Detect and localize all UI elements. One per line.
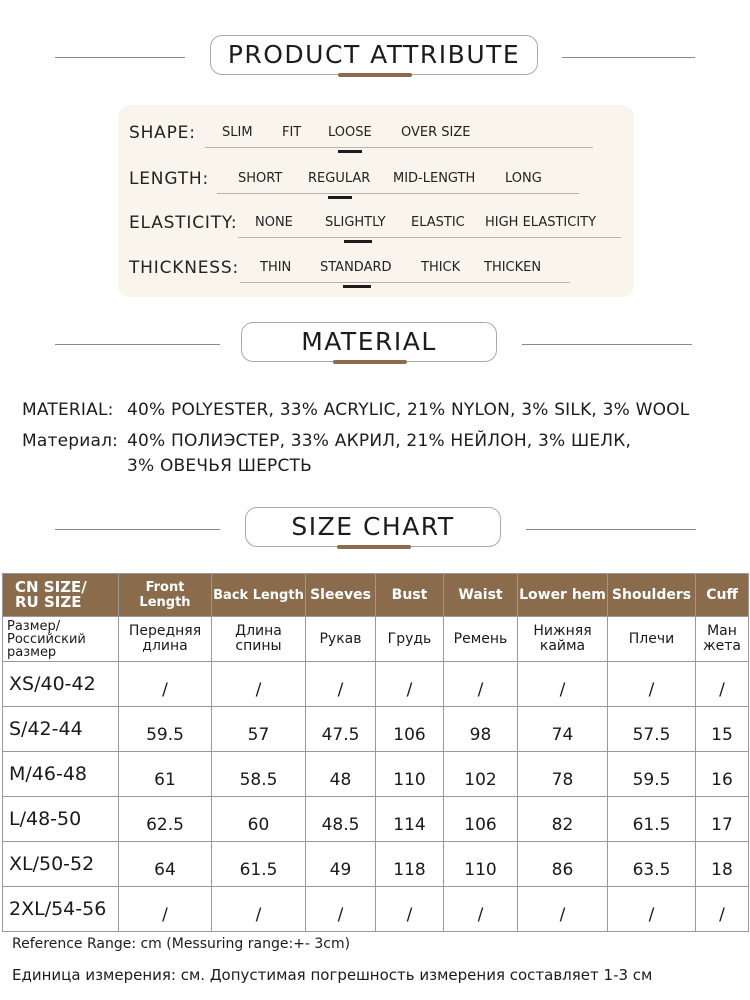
measurement-cell: / [518, 887, 608, 932]
measurement-cell: 98 [444, 707, 518, 752]
measurement-cell: 86 [518, 842, 608, 887]
column-subheader: Нижняя кайма [518, 617, 608, 662]
attribute-option-selected: REGULAR [308, 171, 371, 186]
measurement-note-ru: Единица измерения: см. Допустимая погрешность измерения составляет 1-3 см [12, 966, 653, 984]
table-row [3, 707, 749, 752]
table-row [3, 752, 749, 797]
attribute-option: THICK [421, 260, 461, 275]
section-title-pill [210, 35, 538, 75]
measurement-cell: 118 [376, 842, 444, 887]
material-header [0, 320, 750, 370]
measurement-cell: / [518, 662, 608, 707]
column-subheader: Грудь [376, 617, 444, 662]
measurement-cell: 18 [696, 842, 749, 887]
column-header: Waist [444, 574, 518, 617]
column-subheader: Рукав [306, 617, 376, 662]
measurement-cell: 49 [306, 842, 376, 887]
attribute-option: SHORT [238, 171, 283, 186]
divider-line [562, 57, 695, 58]
attribute-option: MID-LENGTH [393, 171, 476, 186]
material-en-value: 40% POLYESTER, 33% ACRYLIC, 21% NYLON, 3% SILK, 3% WOOL [127, 400, 690, 420]
column-subheader: Ремень [444, 617, 518, 662]
attribute-option: SLIM [222, 125, 253, 140]
attribute-option: THICKEN [484, 260, 542, 275]
measurement-cell: 59.5 [119, 707, 212, 752]
attribute-option: THIN [260, 260, 292, 275]
measurement-cell: / [119, 887, 212, 932]
measurement-cell: / [376, 887, 444, 932]
measurement-cell: / [444, 662, 518, 707]
size-chart-header [0, 505, 750, 555]
measurement-cell: 78 [518, 752, 608, 797]
size-cell: M/46-48 [3, 752, 119, 797]
measurement-cell: 82 [518, 797, 608, 842]
measurement-cell: 15 [696, 707, 749, 752]
section-title-pill [241, 322, 497, 362]
measurement-cell: / [444, 887, 518, 932]
measurement-cell: 57.5 [608, 707, 696, 752]
attribute-label: THICKNESS: [129, 258, 239, 278]
attribute-option: ELASTIC [411, 215, 465, 230]
column-header: Front Length [119, 574, 212, 617]
measurement-cell: 63.5 [608, 842, 696, 887]
size-cell: XS/40-42 [3, 662, 119, 707]
attribute-line [238, 237, 621, 238]
material-ru-label: Материал: [22, 431, 119, 451]
measurement-cell: / [212, 887, 306, 932]
measurement-cell: 106 [376, 707, 444, 752]
measurement-cell: 61.5 [608, 797, 696, 842]
section-title: PRODUCT ATTRIBUTE [227, 40, 521, 69]
attribute-option: HIGH ELASTICITY [485, 215, 597, 230]
title-underline [337, 545, 411, 549]
attribute-option: LONG [505, 171, 542, 186]
attribute-label: SHAPE: [129, 123, 196, 143]
attribute-row-length [118, 163, 634, 203]
attribute-label: LENGTH: [129, 169, 209, 189]
reference-range-note: Reference Range: cm (Messuring range:+- 3cm) [12, 936, 351, 952]
measurement-cell: / [608, 662, 696, 707]
selected-marker [328, 196, 352, 199]
title-underline [333, 360, 407, 364]
product-attribute-header [0, 33, 750, 83]
divider-line [55, 529, 220, 530]
column-header: Cuff [696, 574, 749, 617]
attribute-row-thickness [118, 252, 634, 292]
measurement-cell: 114 [376, 797, 444, 842]
measurement-cell: 58.5 [212, 752, 306, 797]
measurement-cell: / [608, 887, 696, 932]
measurement-cell: 64 [119, 842, 212, 887]
column-header: Back Length [212, 574, 306, 617]
size-chart-table [2, 573, 749, 932]
measurement-cell: 106 [444, 797, 518, 842]
attribute-option: NONE [255, 215, 293, 230]
attribute-row-shape [118, 117, 634, 157]
column-subheader: Длина спины [212, 617, 306, 662]
table-subheader-row [3, 617, 749, 662]
measurement-cell: / [376, 662, 444, 707]
material-ru-value-cont: 3% ОВЕЧЬЯ ШЕРСТЬ [127, 456, 312, 476]
measurement-cell: 102 [444, 752, 518, 797]
measurement-cell: 62.5 [119, 797, 212, 842]
material-ru-value: 40% ПОЛИЭСТЕР, 33% АКРИЛ, 21% НЕЙЛОН, 3% ШЕЛК, [127, 431, 632, 451]
selected-marker [338, 150, 362, 153]
attribute-option-selected: LOOSE [328, 125, 372, 140]
measurement-cell: / [306, 887, 376, 932]
attribute-panel [118, 105, 634, 297]
column-header: CN SIZE/ RU SIZE [3, 574, 119, 617]
title-underline [338, 73, 412, 77]
size-cell: XL/50-52 [3, 842, 119, 887]
section-title: MATERIAL [301, 327, 437, 356]
measurement-cell: / [696, 887, 749, 932]
column-subheader: Передняя длина [119, 617, 212, 662]
divider-line [55, 57, 185, 58]
size-cell: S/42-44 [3, 707, 119, 752]
divider-line [526, 529, 696, 530]
measurement-cell: / [306, 662, 376, 707]
column-header: Sleeves [306, 574, 376, 617]
measurement-cell: / [696, 662, 749, 707]
attribute-row-elasticity [118, 207, 634, 247]
measurement-cell: 59.5 [608, 752, 696, 797]
table-row [3, 842, 749, 887]
size-cell: L/48-50 [3, 797, 119, 842]
column-subheader: Ман жета [696, 617, 749, 662]
measurement-cell: 110 [444, 842, 518, 887]
table-row [3, 887, 749, 932]
attribute-option-selected: STANDARD [320, 260, 392, 275]
measurement-cell: 48 [306, 752, 376, 797]
measurement-cell: 74 [518, 707, 608, 752]
column-header: Lower hem [518, 574, 608, 617]
section-title: SIZE CHART [291, 512, 455, 541]
measurement-cell: 61 [119, 752, 212, 797]
table-header-row [3, 574, 749, 617]
measurement-cell: 47.5 [306, 707, 376, 752]
measurement-cell: 57 [212, 707, 306, 752]
table-body [3, 662, 749, 932]
column-header: Bust [376, 574, 444, 617]
column-subheader: Размер/ Российский размер [3, 617, 119, 662]
measurement-cell: 110 [376, 752, 444, 797]
measurement-cell: 17 [696, 797, 749, 842]
divider-line [55, 344, 220, 345]
column-header: Shoulders [608, 574, 696, 617]
material-en-label: MATERIAL: [22, 400, 114, 420]
measurement-cell: 61.5 [212, 842, 306, 887]
measurement-cell: / [212, 662, 306, 707]
column-subheader: Плечи [608, 617, 696, 662]
size-cell: 2XL/54-56 [3, 887, 119, 932]
section-title-pill [245, 507, 501, 547]
measurement-cell: 60 [212, 797, 306, 842]
measurement-cell: 48.5 [306, 797, 376, 842]
selected-marker [344, 240, 372, 243]
table-row [3, 797, 749, 842]
attribute-option-selected: SLIGHTLY [325, 215, 386, 230]
attribute-label: ELASTICITY: [129, 213, 238, 233]
measurement-cell: 16 [696, 752, 749, 797]
measurement-cell: / [119, 662, 212, 707]
attribute-line [240, 282, 570, 283]
attribute-option: OVER SIZE [401, 125, 471, 140]
attribute-option: FIT [282, 125, 302, 140]
divider-line [522, 344, 692, 345]
attribute-line [205, 147, 593, 148]
selected-marker [343, 285, 371, 288]
table-row [3, 662, 749, 707]
attribute-line [217, 193, 579, 194]
